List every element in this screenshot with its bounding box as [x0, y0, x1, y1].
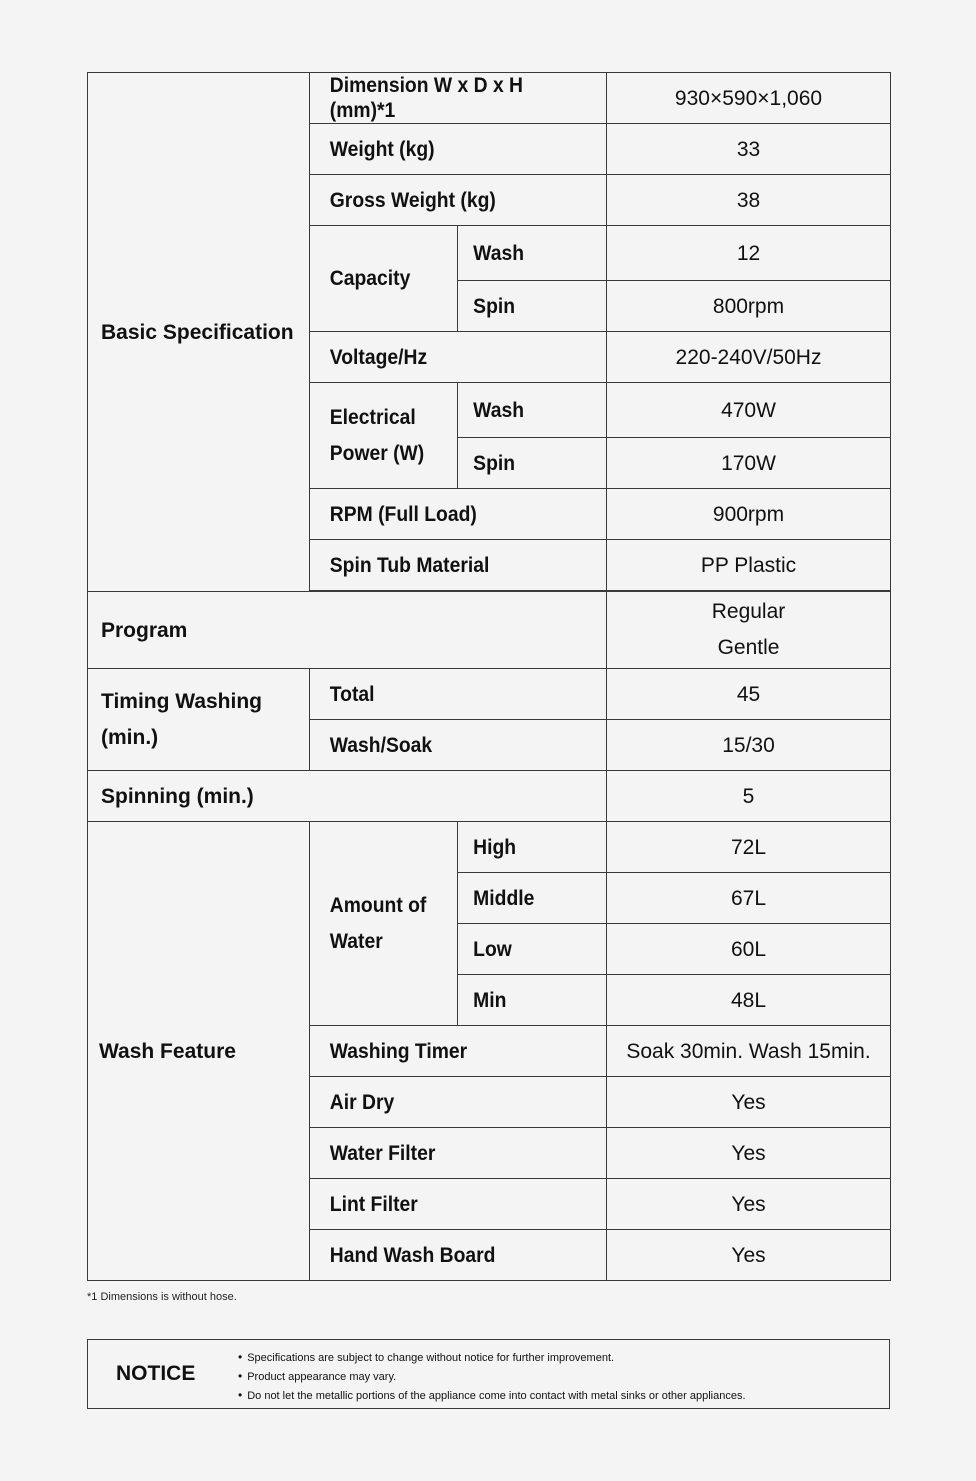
table-row — [88, 822, 891, 873]
rpm-label: RPM (Full Load) — [310, 489, 583, 540]
power-wash-label: Wash — [458, 383, 595, 438]
gross-weight-label: Gross Weight (kg) — [310, 175, 583, 226]
table-row — [88, 592, 891, 669]
wash-soak-value: 15/30 — [607, 720, 891, 771]
notice-title: NOTICE — [116, 1362, 196, 1385]
electrical-power-label: Electrical Power (W) — [310, 383, 446, 489]
hand-wash-board-value: Yes — [607, 1230, 891, 1281]
water-min-label: Min — [458, 975, 595, 1026]
dimension-value: 930×590×1,060 — [607, 73, 891, 124]
power-spin-value: 170W — [607, 438, 891, 489]
capacity-label: Capacity — [310, 226, 446, 332]
lint-filter-value: Yes — [607, 1179, 891, 1230]
hand-wash-board-label: Hand Wash Board — [310, 1230, 583, 1281]
power-wash-value: 470W — [607, 383, 891, 438]
wash-feature-label: Wash Feature — [88, 822, 310, 1281]
water-high-label: High — [458, 822, 595, 873]
spec-table — [87, 72, 891, 1281]
spin-tub-label: Spin Tub Material — [310, 540, 583, 591]
lint-filter-label: Lint Filter — [310, 1179, 583, 1230]
water-filter-label: Water Filter — [310, 1128, 583, 1179]
voltage-label: Voltage/Hz — [310, 332, 583, 383]
notice-item: • Specifications are subject to change without notice for further improvement. — [238, 1348, 746, 1367]
air-dry-value: Yes — [607, 1077, 891, 1128]
water-high-value: 72L — [607, 822, 891, 873]
timing-washing-label: Timing Washing (min.) — [88, 669, 310, 771]
notice-item: • Product appearance may vary. — [238, 1367, 746, 1386]
washing-timer-label: Washing Timer — [310, 1026, 583, 1077]
timing-total-value: 45 — [607, 669, 891, 720]
washing-timer-value: Soak 30min. Wash 15min. — [607, 1026, 891, 1077]
capacity-spin-label: Spin — [458, 281, 595, 332]
spinning-label: Spinning (min.) — [88, 771, 607, 822]
program-values: Regular Gentle — [607, 592, 891, 669]
voltage-value: 220-240V/50Hz — [607, 332, 891, 383]
amount-of-water-label: Amount of Water — [310, 822, 446, 1026]
gross-weight-value: 38 — [607, 175, 891, 226]
weight-label: Weight (kg) — [310, 124, 583, 175]
power-spin-label: Spin — [458, 438, 595, 489]
capacity-wash-label: Wash — [458, 226, 595, 281]
timing-total-label: Total — [310, 669, 583, 720]
notice-list — [238, 1348, 746, 1405]
dimension-label: Dimension W x D x H (mm)*1 — [310, 73, 583, 124]
water-middle-value: 67L — [607, 873, 891, 924]
footnote: *1 Dimensions is without hose. — [87, 1291, 237, 1303]
notice-item: • Do not let the metallic portions of the appliance come into contact with metal sinks or other appliances. — [238, 1386, 746, 1405]
spinning-value: 5 — [607, 771, 891, 822]
capacity-spin-value: 800rpm — [607, 281, 891, 332]
rpm-value: 900rpm — [607, 489, 891, 540]
notice-box — [87, 1339, 890, 1409]
spin-tub-value: PP Plastic — [607, 540, 891, 591]
weight-value: 33 — [607, 124, 891, 175]
air-dry-label: Air Dry — [310, 1077, 583, 1128]
wash-soak-label: Wash/Soak — [310, 720, 583, 771]
capacity-wash-value: 12 — [607, 226, 891, 281]
table-row — [88, 669, 891, 720]
water-min-value: 48L — [607, 975, 891, 1026]
water-middle-label: Middle — [458, 873, 595, 924]
basic-spec-label: Basic Specification — [88, 73, 310, 592]
table-row — [88, 73, 891, 124]
program-label: Program — [88, 592, 607, 669]
water-low-value: 60L — [607, 924, 891, 975]
water-filter-value: Yes — [607, 1128, 891, 1179]
table-row — [88, 771, 891, 822]
water-low-label: Low — [458, 924, 595, 975]
